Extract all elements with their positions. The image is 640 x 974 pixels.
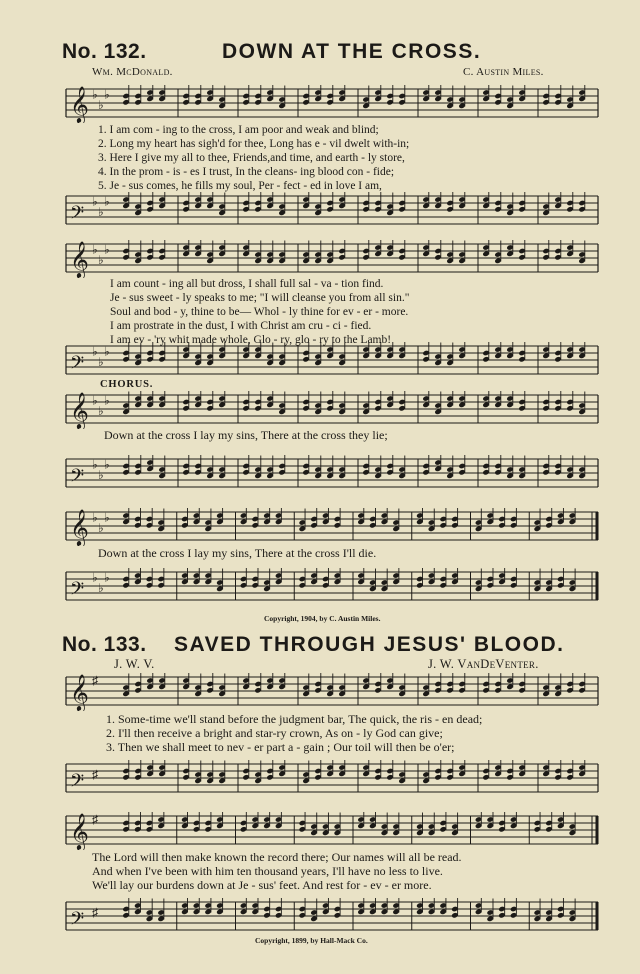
svg-text:♭: ♭: [92, 194, 98, 209]
lyric-line: 2. I'll then receive a bright and star-ry crown, As on - ly God can give;: [106, 726, 443, 740]
lyric-line: Je - sus sweet - ly speaks to me; "I will cleanse you from all sin.": [110, 292, 410, 304]
svg-text:♯: ♯: [92, 812, 98, 827]
hymn-133-author: J. W. V.: [114, 657, 155, 671]
svg-text:♭: ♭: [104, 194, 110, 209]
svg-text:♭: ♭: [98, 98, 104, 113]
lyric-line: 1. I am com - ing to the cross, I am poor and weak and blind;: [98, 124, 379, 136]
hymn-132-copyright: Copyright, 1904, by C. Austin Miles.: [264, 614, 381, 623]
hymn-132-verses-part2: [110, 277, 409, 347]
music-staff: [62, 673, 602, 711]
svg-text:𝄞: 𝄞: [70, 508, 89, 546]
lyric-line: 1. Some-time we'll stand before the judgment bar, The quick, the ris - en dead;: [106, 712, 483, 726]
svg-text:♭: ♭: [92, 570, 98, 585]
svg-text:♭: ♭: [92, 510, 98, 525]
music-staff: [62, 342, 602, 380]
svg-text:𝄢: 𝄢: [70, 353, 85, 378]
music-staff: [62, 192, 602, 230]
svg-text:𝄢: 𝄢: [70, 909, 85, 934]
svg-text:♭: ♭: [98, 205, 104, 220]
lyric-line: I am ev - 'ry whit made whole, Glo - ry, glo - ry to the Lamb!: [110, 334, 392, 346]
svg-text:♭: ♭: [104, 510, 110, 525]
music-staff: [62, 568, 602, 606]
svg-text:♭: ♭: [104, 242, 110, 257]
svg-text:𝄢: 𝄢: [70, 771, 85, 796]
svg-text:♭: ♭: [98, 521, 104, 536]
svg-text:𝄢: 𝄢: [70, 579, 85, 604]
hymn-133-number: No. 133.: [62, 633, 147, 656]
lyric-line: The Lord will then make known the record there; Our names will all be read.: [92, 850, 462, 864]
lyric-line: I am count - ing all but dross, I shall full sal - va - tion find.: [110, 278, 384, 290]
svg-text:♭: ♭: [104, 344, 110, 359]
lyric-line: 5. Je - sus comes, he fills my soul, Per - fect - ed in love I am,: [98, 180, 382, 192]
svg-text:♭: ♭: [92, 344, 98, 359]
svg-text:𝄞: 𝄞: [70, 812, 89, 850]
svg-text:♭: ♭: [92, 457, 98, 472]
svg-text:♭: ♭: [104, 393, 110, 408]
hymn-133-composer: J. W. VanDeVenter.: [428, 657, 539, 671]
svg-text:𝄞: 𝄞: [70, 240, 89, 278]
lyric-line: 3. Here I give my all to thee, Friends,and time, and earth - ly store,: [98, 152, 405, 164]
lyric-line: 3. Then we shall meet to nev - er part a - gain ; Our toil will then be o'er;: [106, 740, 455, 754]
hymn-132-composer: C. Austin Miles.: [463, 66, 544, 78]
hymn-133-copyright: Copyright, 1899, by Hall-Mack Co.: [255, 936, 368, 945]
svg-text:♭: ♭: [92, 242, 98, 257]
svg-text:♭: ♭: [104, 87, 110, 102]
lyric-line: 2. Long my heart has sigh'd for thee, Long has e - vil dwelt with-in;: [98, 138, 410, 150]
chorus-lyric-line-1: Down at the cross I lay my sins, There at the cross they lie;: [104, 428, 388, 442]
svg-text:𝄞: 𝄞: [70, 673, 89, 711]
svg-text:𝄢: 𝄢: [70, 203, 85, 228]
music-staff: [62, 508, 602, 546]
hymn-132-number: No. 132.: [62, 40, 147, 63]
svg-text:♭: ♭: [98, 404, 104, 419]
hymn-132-title: DOWN AT THE CROSS.: [222, 40, 482, 63]
hymn-132-verses-part1: [98, 123, 409, 193]
hymn-133-verses-part1: [106, 712, 482, 754]
lyric-line: 4. In the prom - is - es I trust, In the cleans- ing blood con - fide;: [98, 166, 395, 178]
lyric-line: Soul and bod - y, thine to be— Whol - ly thine for ev - er - more.: [110, 306, 409, 318]
svg-text:𝄢: 𝄢: [70, 466, 85, 491]
chorus-label: CHORUS.: [100, 379, 154, 390]
svg-text:♭: ♭: [92, 393, 98, 408]
music-staff: [62, 898, 602, 936]
music-staff: [62, 240, 602, 278]
music-staff: [62, 812, 602, 850]
hymn-133-verses-part2: [92, 850, 462, 892]
svg-text:♭: ♭: [104, 570, 110, 585]
svg-text:♭: ♭: [92, 87, 98, 102]
music-staff: [62, 85, 602, 123]
chorus-lyric-line-2: Down at the cross I lay my sins, There at the cross I'll die.: [98, 546, 377, 560]
lyric-line: We'll lay our burdens down at Je - sus' feet. And rest for - ev - er more.: [92, 878, 432, 892]
svg-text:♭: ♭: [104, 457, 110, 472]
svg-text:♯: ♯: [92, 905, 98, 920]
music-staff: [62, 455, 602, 493]
music-staff: [62, 760, 602, 798]
svg-text:♭: ♭: [98, 253, 104, 268]
svg-text:♯: ♯: [92, 673, 98, 688]
svg-text:♭: ♭: [98, 581, 104, 596]
svg-text:𝄞: 𝄞: [70, 85, 89, 123]
music-staff: [62, 391, 602, 429]
svg-text:♯: ♯: [92, 767, 98, 782]
svg-text:𝄞: 𝄞: [70, 391, 89, 429]
svg-text:♭: ♭: [98, 355, 104, 370]
lyric-line: And when I've been with him ten thousand years, I'll have no less to live.: [92, 864, 443, 878]
hymn-132-author: Wm. McDonald.: [92, 66, 173, 78]
svg-text:♭: ♭: [98, 468, 104, 483]
hymn-133-title: SAVED THROUGH JESUS' BLOOD.: [174, 633, 565, 656]
lyric-line: I am prostrate in the dust, I with Christ am cru - ci - fied.: [110, 320, 372, 332]
